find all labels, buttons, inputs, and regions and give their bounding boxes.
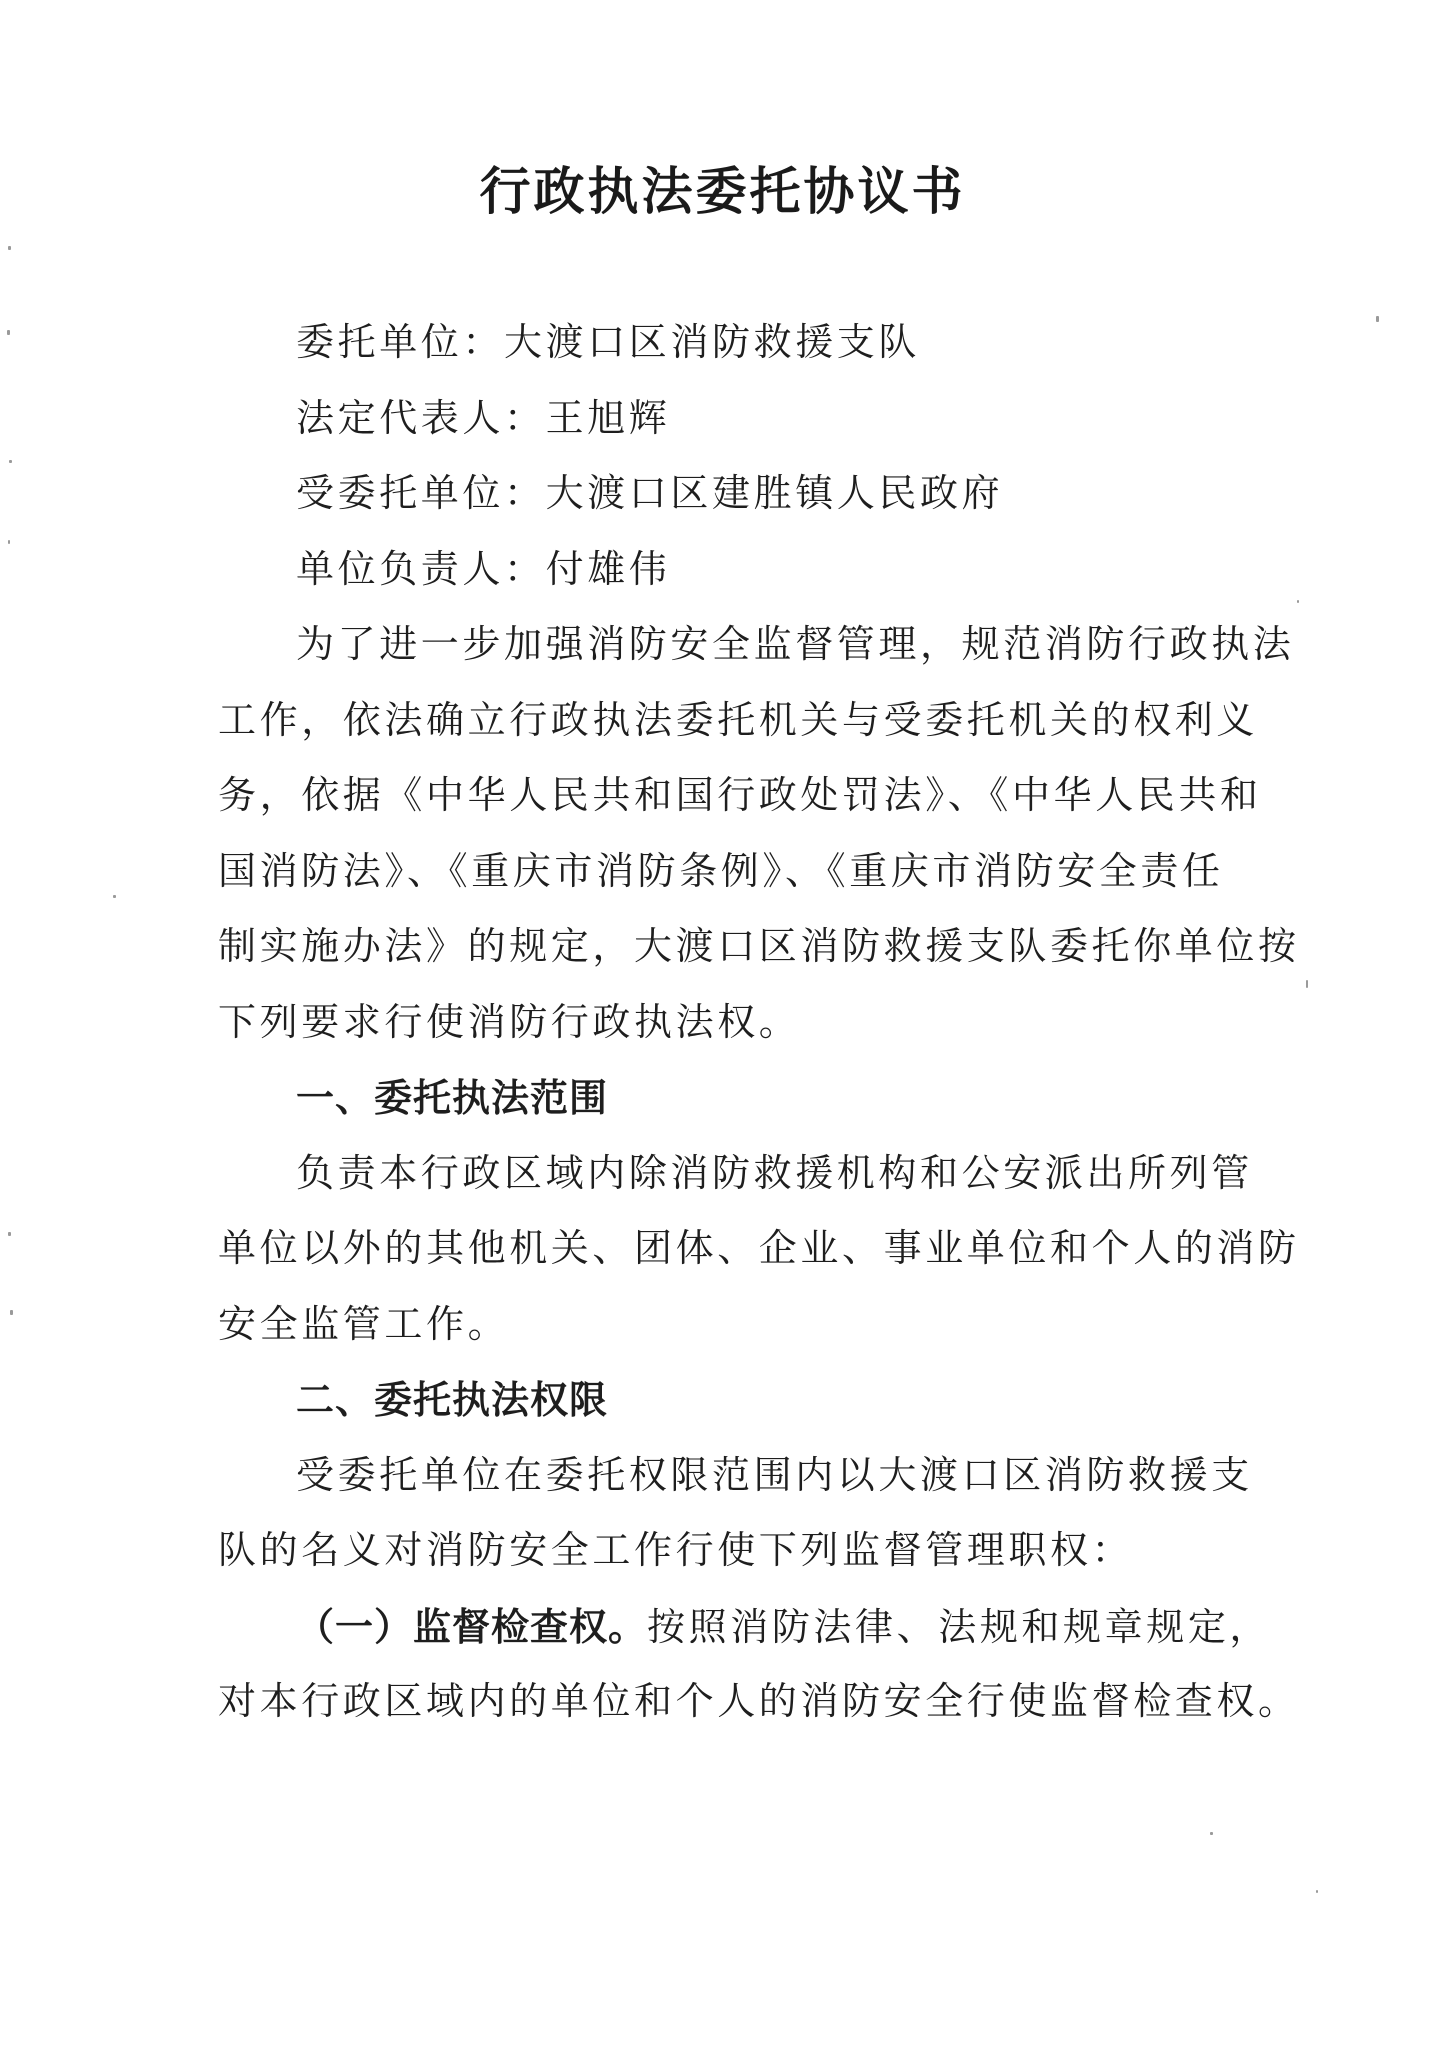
section-1-heading: 一、委托执法范围 [296,1075,609,1120]
section-2-item-1-continuation: 对本行政区域内的单位和个人的消防安全行使监督检查权。 [218,1679,1300,1723]
section-1-line: 负责本行政区域内除消防救援机构和公安派出所列管 [296,1150,1253,1195]
intro-line: 下列要求行使消防行政执法权。 [218,999,801,1044]
section-1-line: 单位以外的其他机关、团体、企业、事业单位和个人的消防 [218,1226,1300,1270]
scan-speck [1306,980,1308,988]
intro-line: 制实施办法》的规定，大渡口区消防救援支队委托你单位按 [218,924,1300,968]
document-body [218,305,1300,1740]
scan-speck [113,895,116,898]
section-2-line: 受委托单位在委托权限范围内以大渡口区消防救援支 [296,1452,1253,1497]
party-legal-representative: 法定代表人：王旭辉 [296,395,671,440]
scan-speck [10,1310,13,1315]
party-entrusted-unit: 受委托单位：大渡口区建胜镇人民政府 [296,471,1004,515]
scan-speck [8,1232,11,1236]
scan-speck [7,330,10,335]
scan-speck [9,460,12,463]
scan-speck [1376,316,1379,322]
scan-speck [8,540,10,544]
party-entrusting-unit: 委托单位：大渡口区消防救援支队 [296,320,921,364]
item-1-text: 按照消防法律、法规和规章规定， [647,1604,1272,1649]
scan-speck [8,246,11,250]
intro-line: 国消防法》、《重庆市消防条例》、《重庆市消防安全责任 [218,848,1224,893]
document-title: 行政执法委托协议书 [479,162,966,222]
section-1-line: 安全监管工作。 [218,1301,510,1346]
scan-speck [1297,600,1299,603]
party-unit-head: 单位负责人：付雄伟 [296,546,671,591]
section-2-heading: 二、委托执法权限 [296,1377,609,1422]
intro-line: 为了进一步加强消防安全监督管理，规范消防行政执法 [296,622,1295,666]
item-1-lead: （一）监督检查权。 [296,1603,648,1649]
intro-line: 工作，依法确立行政执法委托机关与受委托机关的权利义 [218,697,1259,742]
scan-speck [1316,1890,1318,1893]
scan-speck [1210,1832,1213,1835]
section-2-item-1 [218,1589,1272,1665]
section-2-line: 队的名义对消防安全工作行使下列监督管理职权： [218,1528,1134,1572]
intro-line: 务，依据《中华人民共和国行政处罚法》、《中华人民共和 [218,773,1262,817]
